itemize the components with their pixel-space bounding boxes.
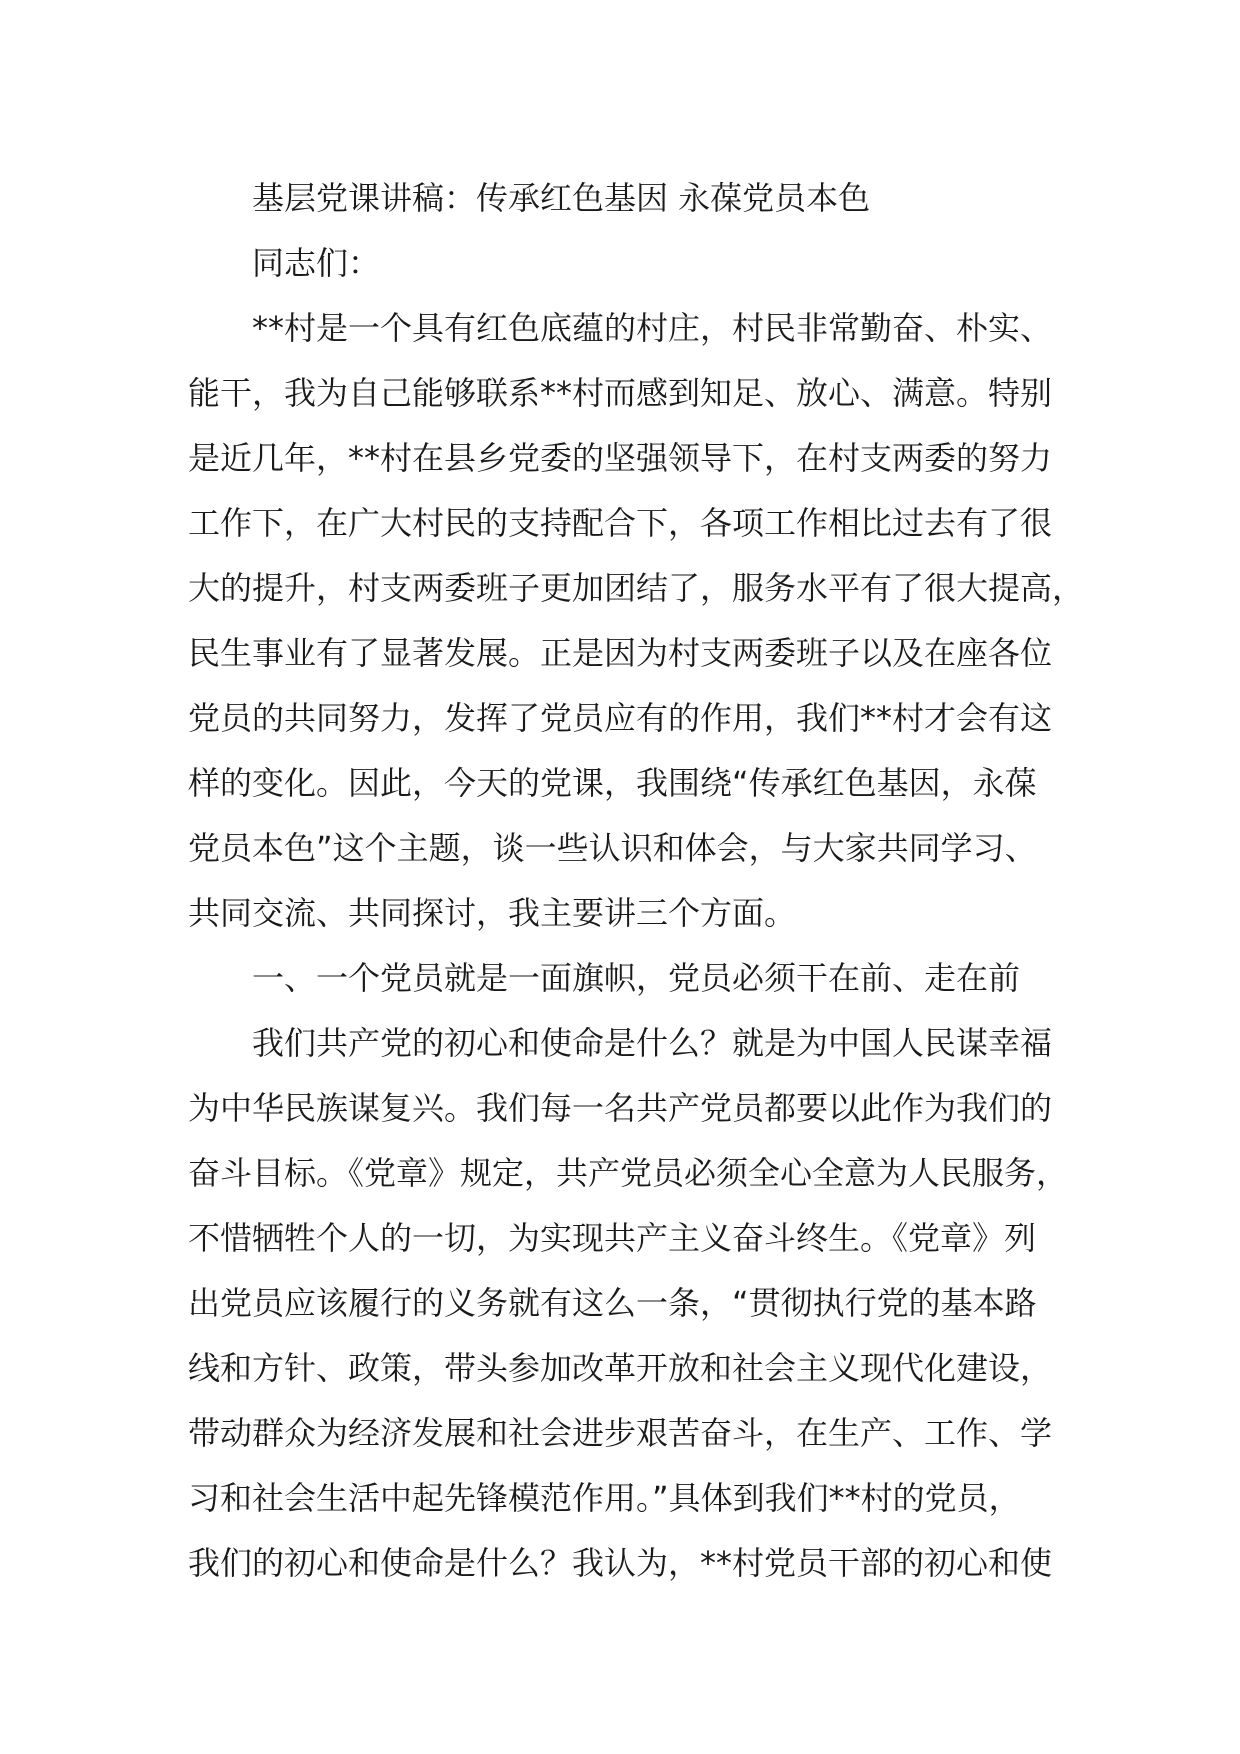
- paragraph-line: 线和方针、政策，带头参加改革开放和社会主义现代化建设，: [188, 1349, 1053, 1387]
- paragraph-line: 奋斗目标。《党章》规定，共产党员必须全心全意为人民服务，: [188, 1154, 1069, 1192]
- paragraph-intro: [188, 296, 1088, 946]
- paragraph-line: 习和社会生活中起先锋模范作用。”具体到我们**村的党员，: [188, 1479, 1021, 1517]
- paragraph-section-1: [188, 1011, 1088, 1596]
- paragraph-line: 为中华民族谋复兴。我们每一名共产党员都要以此作为我们的: [188, 1089, 1053, 1127]
- paragraph-line: 党员的共同努力，发挥了党员应有的作用，我们**村才会有这: [188, 699, 1053, 737]
- section-heading-1: 一、一个党员就是一面旗帜，党员必须干在前、走在前: [252, 959, 1021, 997]
- paragraph-line: 能干，我为自己能够联系**村而感到知足、放心、满意。特别: [188, 374, 1053, 412]
- salutation: 同志们：: [252, 244, 381, 282]
- paragraph-line: 我们的初心和使命是什么？我认为，**村党员干部的初心和使: [188, 1544, 1053, 1582]
- paragraph-line: 党员本色”这个主题，谈一些认识和体会，与大家共同学习、: [188, 829, 1037, 867]
- paragraph-line: 是近几年，**村在县乡党委的坚强领导下，在村支两委的努力: [188, 439, 1053, 477]
- paragraph-line: 大的提升，村支两委班子更加团结了，服务水平有了很大提高，: [188, 569, 1085, 607]
- paragraph-line: 工作下，在广大村民的支持配合下，各项工作相比过去有了很: [188, 504, 1053, 542]
- paragraph-line: 样的变化。因此，今天的党课，我围绕“传承红色基因，永葆: [188, 764, 1037, 802]
- paragraph-line: 出党员应该履行的义务就有这么一条，“贯彻执行党的基本路: [188, 1284, 1037, 1322]
- paragraph-line: 带动群众为经济发展和社会进步艰苦奋斗，在生产、工作、学: [188, 1414, 1053, 1452]
- paragraph-line: 我们共产党的初心和使命是什么？就是为中国人民谋幸福: [252, 1024, 1053, 1062]
- paragraph-line: 民生事业有了显著发展。正是因为村支两委班子以及在座各位: [188, 634, 1053, 672]
- paragraph-line: 共同交流、共同探讨，我主要讲三个方面。: [188, 894, 797, 932]
- document-title: 基层党课讲稿：传承红色基因 永葆党员本色: [252, 179, 871, 217]
- paragraph-line: **村是一个具有红色底蕴的村庄，村民非常勤奋、朴实、: [252, 309, 1053, 347]
- document-body: [188, 166, 1088, 1596]
- paragraph-line: 不惜牺牲个人的一切，为实现共产主义奋斗终生。《党章》列: [188, 1219, 1037, 1257]
